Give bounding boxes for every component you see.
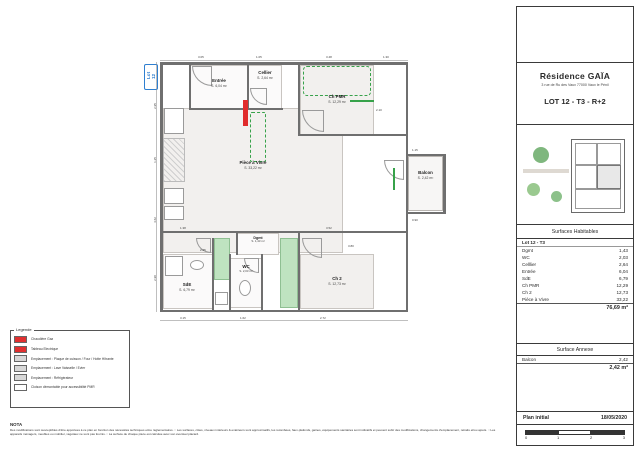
kitchen-counter	[164, 108, 184, 134]
dimension-11: 1.15	[412, 148, 418, 152]
key-plan	[517, 125, 633, 225]
dimension-1: 1.05	[256, 55, 262, 59]
room-label-wc	[231, 264, 261, 273]
room-name-wc: WC	[242, 264, 250, 269]
surface-value: 1,43	[619, 248, 628, 253]
legend-symbol-dishwasher	[14, 365, 27, 372]
surface-value: 12,29	[616, 283, 628, 288]
room-name-livingroom: Pièce à Vivre	[239, 160, 267, 165]
dimension-2: 3.48	[326, 55, 332, 59]
room-label-livingroom	[215, 160, 291, 170]
table-row	[517, 275, 633, 282]
room-area-dgmt-text: S. 1,43 m²	[251, 239, 265, 244]
green-marker-right	[393, 168, 395, 190]
room-area-livingroom-text: S. 33,22 m²	[244, 165, 262, 170]
surface-total: 76,69 m²	[517, 304, 633, 313]
keyplan-tree-1	[533, 147, 549, 163]
table-row	[517, 296, 633, 304]
dimension-10: 2.10	[376, 108, 382, 112]
annex-label: Balcon	[522, 357, 537, 362]
nota-title: NOTA	[10, 422, 23, 427]
room-area-entree-text: S. 6,04 m²	[211, 83, 227, 88]
surface-label: SdE	[522, 276, 531, 281]
nota-block	[10, 422, 502, 436]
boiler-marker	[243, 100, 248, 126]
legend-label: Emplacement : Réfrigérateur	[31, 375, 74, 380]
wall-bedroom2-top	[162, 231, 406, 233]
dimension-5: 1.25	[152, 157, 157, 163]
table-row	[517, 254, 633, 261]
surface-label: Dgmt	[522, 248, 533, 253]
wall-right-extension-3	[406, 212, 446, 215]
dimension-7: 2.90	[152, 275, 157, 281]
scale-tick-1: 1	[557, 435, 560, 440]
room-area-cellier-text: S. 2,64 m²	[257, 75, 273, 80]
keyplan-unit-highlight	[597, 165, 621, 189]
keyplan-tree-2	[527, 183, 540, 196]
table-row	[517, 356, 633, 364]
annex-title: Surface Annexe	[517, 343, 633, 356]
room-area-sde-text: S. 6,79 m²	[179, 287, 195, 292]
nota-text: Des modifications sont susceptibles d'être apportées à ce plan en fonction des nécessités techniques et/ou réglementaires. :: Les surfaces, côtes, niveaux intérieurs & extérieurs sont approximatifs, les retombées, faux-plafonds, gaines, équipements sanitaires sont indicatifs et peuvent subir des modifications, changements d'emplacement, retraits et/ou ajouts. :: Les appareils ménagers, meubles ou mobilier, végétaux ne sont pas fournis. :: La surface de chaque pièce est calculée avec son éventuel placard.	[10, 428, 496, 437]
residence-name: Résidence GAÏA	[539, 71, 611, 81]
wall-chpmr-bottom	[298, 134, 406, 136]
surface-value: 2,03	[619, 255, 628, 260]
surface-value: 6,79	[619, 276, 628, 281]
residence-address: 3 rue de Ru des Vaux 77000 Vaux le Pénil	[541, 83, 609, 87]
room-name-balcony: Balcon	[418, 170, 433, 175]
room-label-balcony	[408, 170, 443, 180]
wall-sde-right	[212, 238, 214, 311]
title-block	[516, 6, 634, 446]
surface-label: Pièce à Vivre	[522, 297, 549, 302]
keyplan-unit-c	[575, 165, 597, 189]
legend-item	[14, 336, 126, 343]
surfaces-table	[517, 239, 633, 312]
table-row	[517, 282, 633, 289]
keyplan-unit-a	[575, 143, 597, 165]
table-header-lot: Lot 12 - T3	[517, 239, 590, 247]
legend-label: Emplacement : Lave Vaisselle / Evier	[31, 366, 86, 371]
surface-label: WC	[522, 255, 530, 260]
washbasin-sde	[190, 260, 204, 270]
legend-item	[14, 355, 126, 362]
legend-symbol-electric-panel	[14, 346, 27, 353]
room-area-balcony-text: S. 2,42 m²	[417, 175, 434, 180]
surface-label: Ch 2	[522, 290, 532, 295]
legend-label: Chaudière Gaz	[31, 337, 54, 342]
table-row	[517, 261, 633, 268]
keyplan-tree-3	[551, 191, 562, 202]
legend-symbol-fridge	[14, 374, 27, 381]
kitchen-appliance-1	[164, 188, 184, 204]
room-label-ch2	[305, 276, 369, 286]
table-row-total	[517, 364, 633, 373]
legend-item	[14, 346, 126, 353]
legend-label: Tableau Electrique	[31, 347, 59, 352]
pmr-zone-sde	[214, 238, 230, 280]
keyplan-path	[523, 169, 569, 173]
stair-shaft	[163, 138, 185, 182]
room-name-dgmt: Dgmt	[253, 236, 263, 240]
annex-table	[517, 356, 633, 372]
accessibility-zone-chpmr	[303, 66, 371, 96]
surface-label: Entrée	[522, 269, 536, 274]
washing-machine	[215, 292, 228, 305]
table-row	[517, 289, 633, 296]
dimension-4: 2.95	[152, 103, 157, 109]
dimension-9: 3.52	[326, 226, 332, 230]
surface-value: 33,22	[616, 297, 628, 302]
surfaces-title: Surfaces Habitables	[517, 225, 633, 239]
dimension-3: 1.30	[383, 55, 389, 59]
room-label-cellier	[246, 70, 284, 80]
wall-ch2-left	[298, 231, 300, 311]
room-area-ch2-text: S. 12,73 m²	[328, 281, 346, 286]
legend-item	[14, 374, 126, 381]
dimension-13: 2.72	[320, 316, 326, 320]
dimension-6: 4.62	[152, 217, 157, 223]
table-row-total	[517, 304, 633, 313]
room-name-chpmr: Ch PMR	[328, 94, 346, 99]
legend-symbol-cooktop	[14, 355, 27, 362]
legend-item	[14, 384, 126, 391]
dimension-0: 3.05	[198, 55, 204, 59]
logo-area	[517, 7, 633, 63]
surface-label: Ch PMR	[522, 283, 540, 288]
room-label-entree	[195, 78, 243, 88]
room-label-sde	[164, 282, 210, 292]
dimension-17: 3.80	[348, 244, 354, 248]
table-header-blank	[590, 239, 633, 247]
pmr-zone-ch2	[280, 238, 298, 308]
lot-marker-label: Lot 12	[146, 71, 156, 79]
legend-list	[11, 331, 129, 391]
legend-symbol-boiler	[14, 336, 27, 343]
annex-value: 2,42	[619, 357, 628, 362]
room-area-wc-text: S. 2,03 m²	[239, 268, 253, 273]
legend-label: Cloison démontable pour accessibilité PMR	[31, 385, 95, 390]
wall-exterior-bottom	[160, 310, 408, 313]
scale-tick-0: 0	[525, 435, 528, 440]
dimension-14: 3.15	[180, 316, 186, 320]
legend-symbol-removable-partition	[14, 384, 27, 391]
wall-entree-partition	[189, 62, 191, 110]
wall-entree-bottom	[189, 108, 283, 110]
plan-label: Plan initial	[523, 415, 549, 421]
room-name-sde: SdE	[182, 282, 192, 287]
legend-title: Legende	[16, 327, 32, 332]
wall-chpmr-left	[298, 62, 300, 136]
legend-item	[14, 365, 126, 372]
dimension-12: 0.90	[412, 218, 418, 222]
plan-date: 18/05/2020	[601, 415, 627, 421]
surface-value: 12,73	[616, 290, 628, 295]
toilet-wc	[239, 280, 251, 296]
surface-value: 2,64	[619, 262, 628, 267]
table-row-header	[517, 239, 633, 247]
wall-right-extension-2	[443, 154, 446, 214]
keyplan-unit-b	[597, 143, 621, 165]
keyplan-unit-d	[575, 189, 621, 209]
scale-ticks	[525, 435, 625, 442]
plan-status-row	[517, 411, 633, 425]
wall-wc-left	[229, 254, 231, 311]
table-row	[517, 247, 633, 255]
room-area-chpmr-text: S. 12,29 m²	[328, 99, 346, 104]
kitchen-appliance-2	[164, 206, 184, 220]
room-label-chpmr	[303, 94, 371, 104]
surface-value: 6,04	[619, 269, 628, 274]
floor-plan-drawing	[140, 48, 490, 338]
legend-label: Emplacement : Plaque de cuisson / Four / Hotte Hîtrante	[31, 356, 114, 361]
accessibility-zone-living	[250, 112, 266, 162]
dimension-15: 1.62	[240, 316, 246, 320]
lot-title: LOT 12 - T3 - R+2	[544, 96, 606, 106]
balcony-area	[408, 156, 443, 211]
dimension-16: 2.25	[200, 248, 206, 252]
table-row	[517, 268, 633, 275]
annex-total: 2,42 m²	[517, 364, 633, 373]
room-label-dgmt	[238, 236, 278, 244]
scale-tick-2: 2	[590, 435, 593, 440]
wall-wc-right	[261, 254, 263, 311]
dimension-8: 1.38	[180, 226, 186, 230]
scale-tick-3: 3	[622, 435, 625, 440]
scale-bar-block	[517, 425, 633, 446]
surface-label: Celllier	[522, 262, 537, 267]
legend-box	[10, 327, 130, 408]
project-identity	[517, 63, 633, 125]
shower-tray	[165, 256, 183, 276]
room-name-ch2: Ch 2	[332, 276, 342, 281]
room-name-cellier: Cellier	[258, 70, 272, 75]
room-name-entree: Entrée	[212, 78, 226, 83]
